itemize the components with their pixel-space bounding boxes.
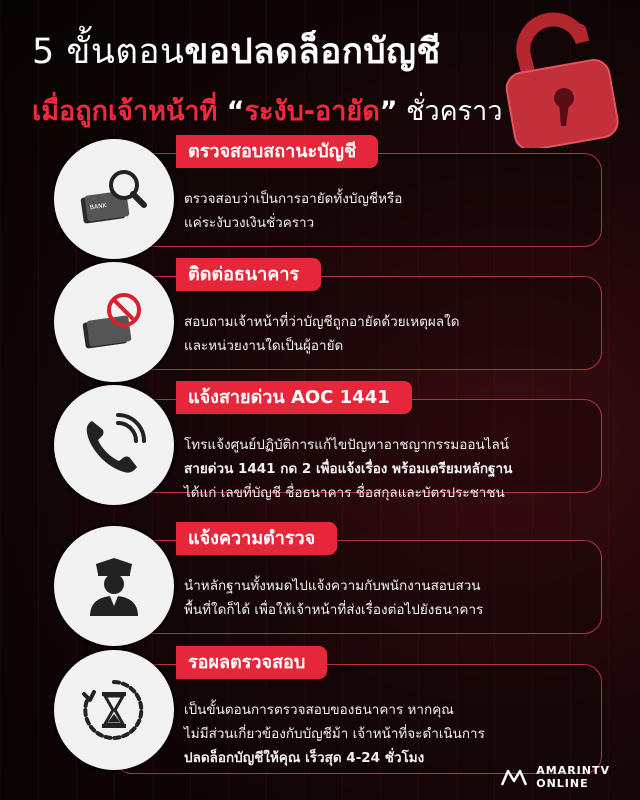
desc-line: แค่ระงับวงเงินชั่วคราว xyxy=(184,215,315,231)
desc-line: สายด่วน 1441 กด 2 เพื่อแจ้งเรื่อง พร้อมเตรียมหลักฐาน xyxy=(184,461,513,477)
desc-line: พื้นที่ใดก็ได้ เพื่อให้เจ้าหน้าที่ส่งเรื่องต่อไปยังธนาคาร xyxy=(184,602,484,618)
step-description xyxy=(184,698,588,770)
brand-line-1: AMARINTV xyxy=(536,764,610,777)
step-description xyxy=(184,187,588,235)
step-icon-circle xyxy=(54,526,174,646)
bank-card-prohibited-icon xyxy=(78,286,150,358)
step-icon-circle xyxy=(54,262,174,382)
quote-open: “ xyxy=(226,96,245,127)
desc-line: และหน่วยงานใดเป็นผู้อายัด xyxy=(184,338,344,354)
step-4 xyxy=(54,522,602,634)
step-3 xyxy=(54,381,602,501)
brand-mark-icon xyxy=(500,767,528,787)
desc-line: โทรแจ้งศูนย์ปฏิบัติการแก้ไขปัญหาอาชญากรรมออนไลน์ xyxy=(184,437,509,453)
subtitle-suffix: ชั่วคราว xyxy=(397,96,503,127)
phone-icon xyxy=(78,409,150,481)
title-main: ขอปลดล็อกบัญชี xyxy=(184,32,441,72)
desc-line: เป็นขั้นตอนการตรวจสอบของธนาคาร หากคุณ xyxy=(184,702,454,718)
step-5 xyxy=(54,646,602,774)
step-title: แจ้งความตำรวจ xyxy=(176,522,337,555)
card-label: BANK xyxy=(89,202,108,212)
step-1 xyxy=(54,135,602,247)
subtitle-prefix: เมื่อถูกเจ้าหน้าที่ xyxy=(32,96,227,127)
title-line-1 xyxy=(32,24,502,79)
police-officer-icon xyxy=(78,550,150,622)
desc-line: ปลดล็อกบัญชีให้คุณ เร็วสุด 4-24 ชั่วโมง xyxy=(184,750,425,766)
step-2 xyxy=(54,258,602,370)
step-icon-circle xyxy=(54,650,174,770)
step-description xyxy=(184,310,588,358)
brand-logo xyxy=(500,764,610,790)
step-icon-circle xyxy=(54,139,174,259)
step-description xyxy=(184,574,588,622)
desc-line: ได้แก่ เลขที่บัญชี ชื่อธนาคาร ชื่อสกุลและบัตรประชาชน xyxy=(184,485,505,501)
quote-close: ” xyxy=(379,96,398,127)
page-title xyxy=(32,24,502,132)
step-description xyxy=(184,433,588,505)
step-title: ตรวจสอบสถานะบัญชี xyxy=(176,135,378,168)
step-title: รอผลตรวจสอบ xyxy=(176,646,327,679)
desc-line: นำหลักฐานทั้งหมดไปแจ้งความกับพนักงานสอบสวน xyxy=(184,578,481,594)
bank-card-magnifier-icon xyxy=(78,163,150,235)
brand-line-2: ONLINE xyxy=(536,777,589,790)
step-title: แจ้งสายด่วน AOC 1441 xyxy=(176,381,412,414)
hourglass-icon xyxy=(78,674,150,746)
step-title: ติดต่อธนาคาร xyxy=(176,258,321,291)
desc-line: ไม่มีส่วนเกี่ยวข้องกับบัญชีม้า เจ้าหน้าที่จะดำเนินการ xyxy=(184,726,485,742)
desc-line: สอบถามเจ้าหน้าที่ว่าบัญชีถูกอายัดด้วยเหตุผลใด xyxy=(184,314,460,330)
title-prefix: 5 ขั้นตอน xyxy=(32,32,185,72)
step-icon-circle xyxy=(54,385,174,505)
title-line-2 xyxy=(32,89,502,132)
padlock-icon xyxy=(498,8,626,148)
desc-line: ตรวจสอบว่าเป็นการอายัดทั้งบัญชีหรือ xyxy=(184,191,403,207)
subtitle-highlight: ระงับ-อายัด xyxy=(244,96,380,127)
